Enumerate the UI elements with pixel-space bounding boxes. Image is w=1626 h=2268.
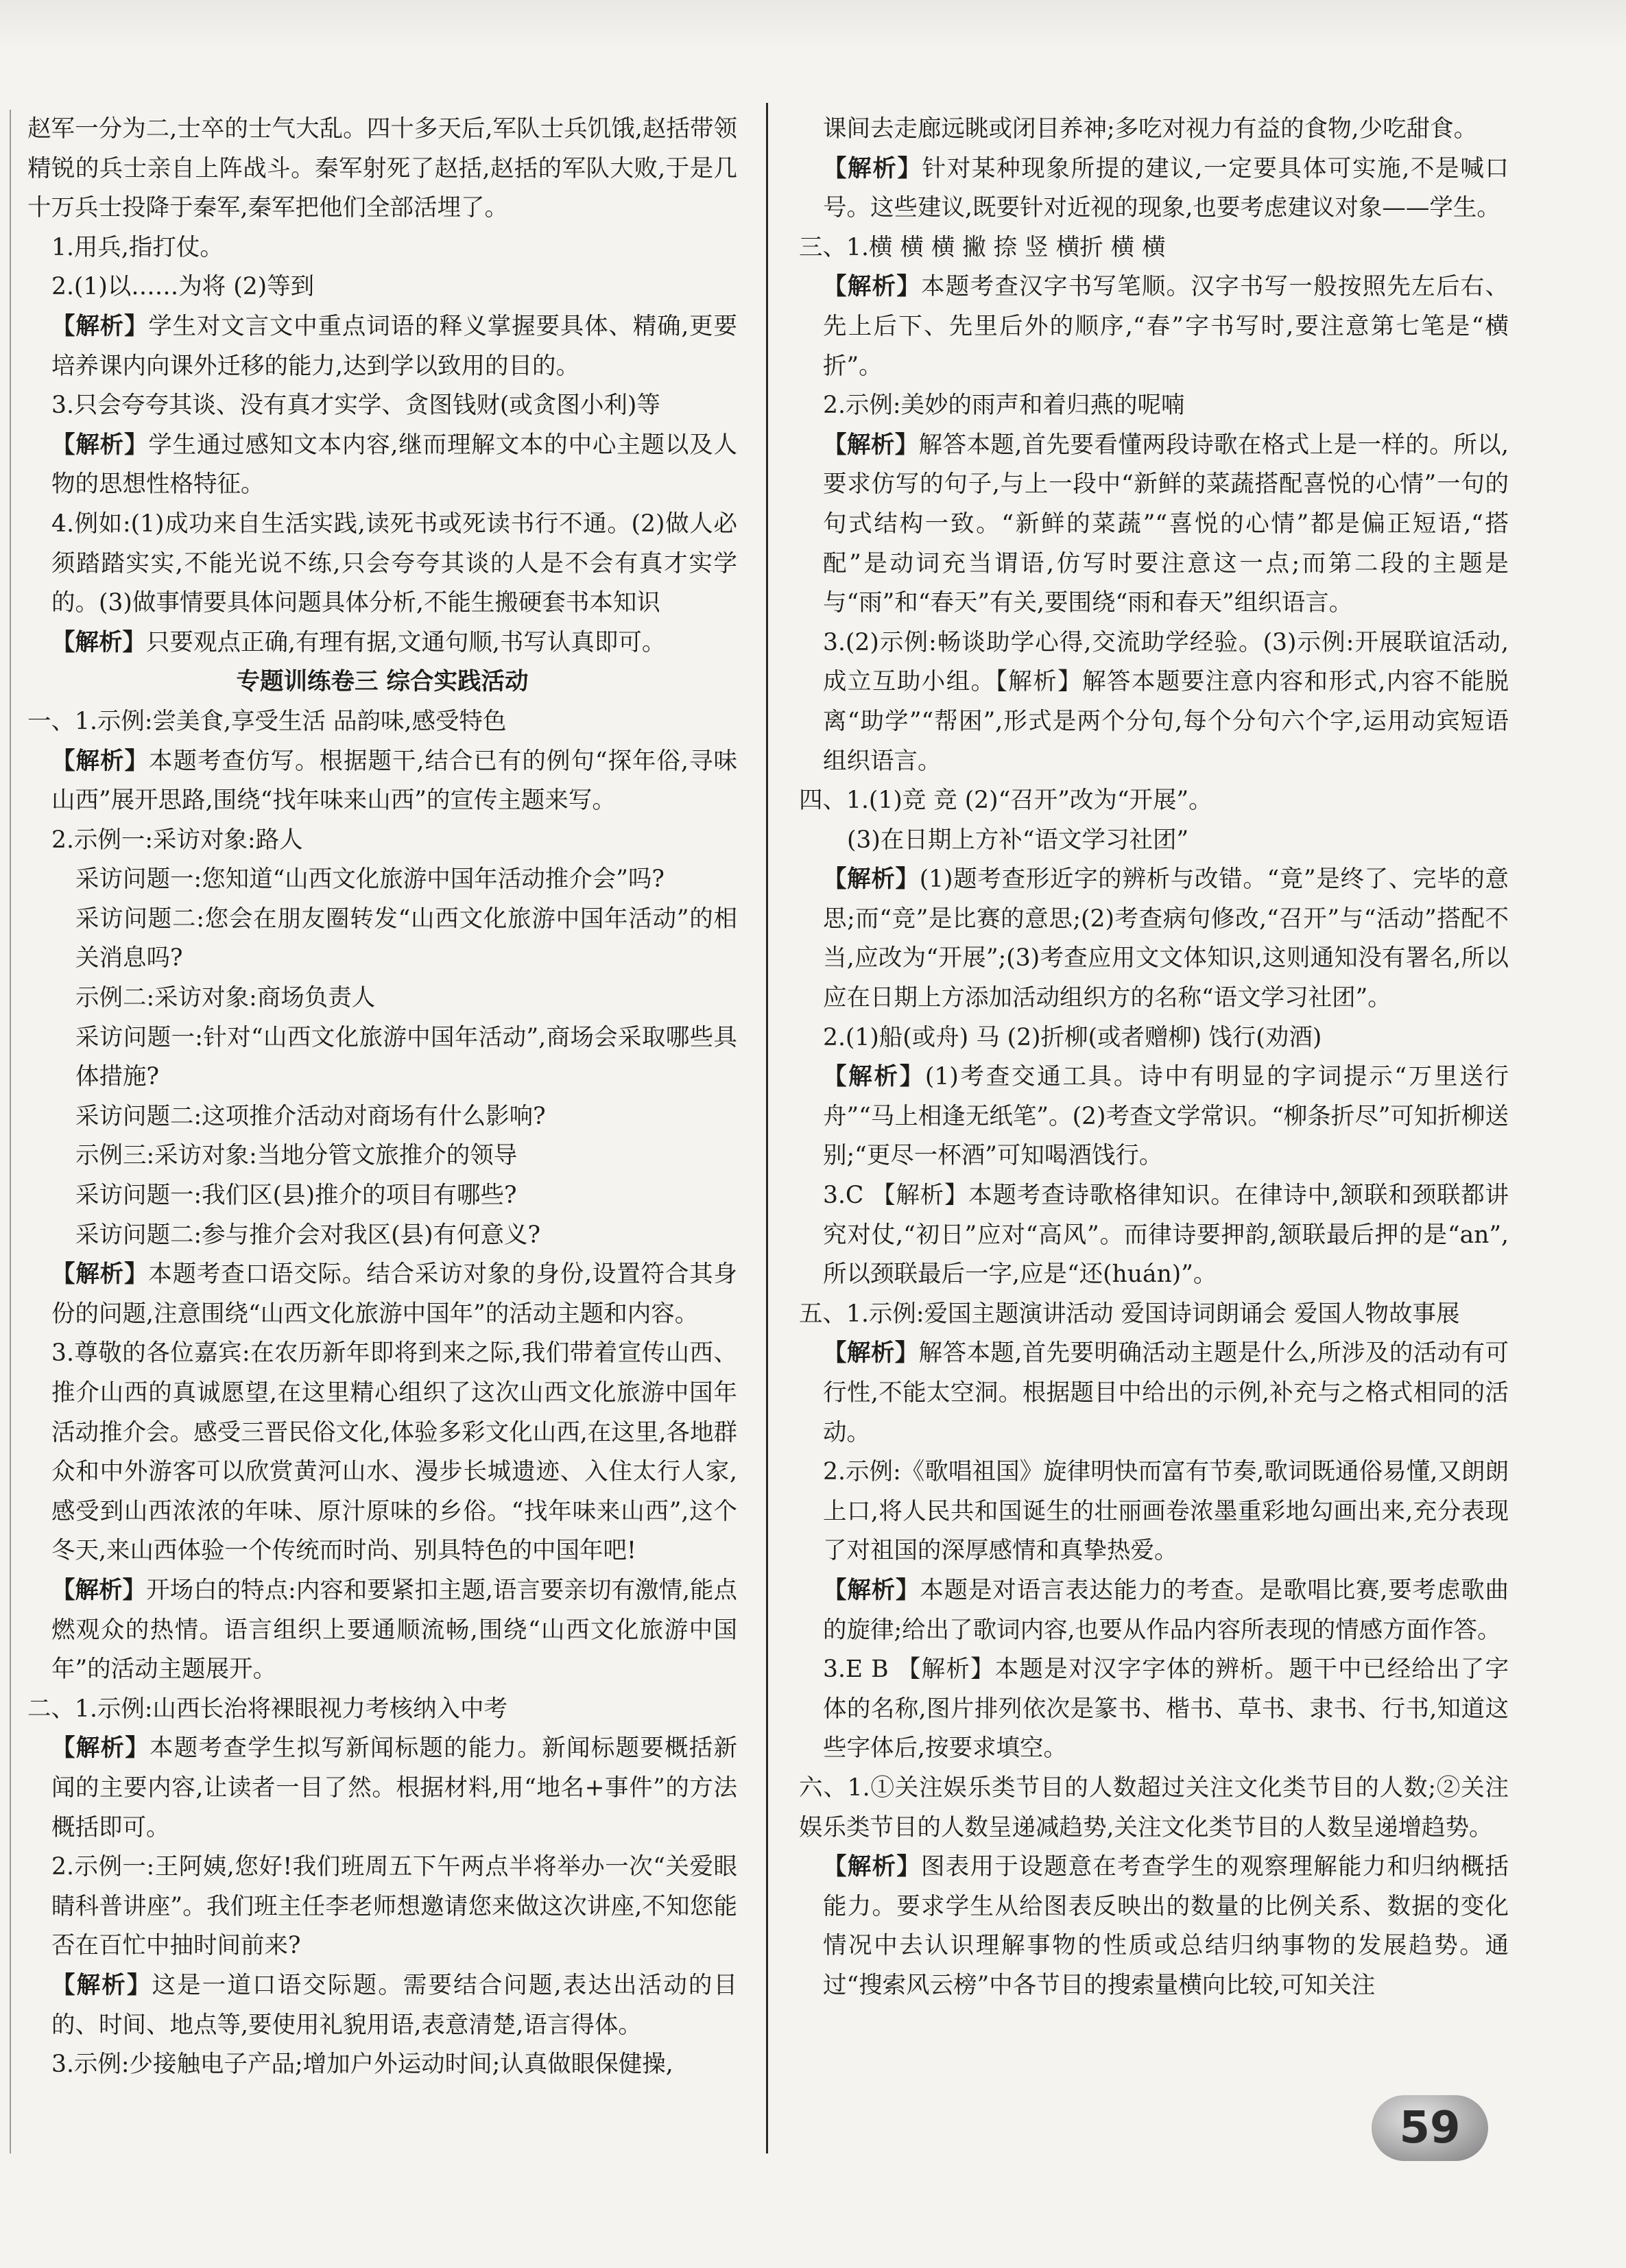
- answer-paragraph: [27, 702, 737, 742]
- analysis-paragraph: [27, 307, 737, 386]
- paragraph-text: 采访问题一:您知道“山西文化旅游中国年活动推介会”吗?: [75, 866, 665, 894]
- paragraph-text: 3.只会夸夸其谈、没有真才实学、贪图钱财(或贪图小利)等: [51, 392, 660, 420]
- answer-paragraph: [27, 228, 737, 268]
- answer-paragraph: [799, 821, 1509, 861]
- analysis-paragraph: [27, 1729, 737, 1848]
- analysis-label: 【解析】: [51, 431, 149, 459]
- answer-paragraph: [27, 505, 737, 623]
- paragraph-text: 解答本题,首先要明确活动主题是什么,所涉及的活动有可行性,不能太空洞。根据题目中给出的示例,补充与之格式相同的活动。: [823, 1339, 1509, 1446]
- section-heading: 专题训练卷三 综合实践活动: [236, 668, 529, 696]
- answer-paragraph: [27, 1216, 737, 1256]
- paragraph-text: 采访问题二:您会在朋友圈转发“山西文化旅游中国年活动”的相关消息吗?: [75, 905, 737, 972]
- analysis-label: 【解析】: [51, 747, 149, 775]
- paragraph-text: 3.示例:少接触电子产品;增加户外运动时间;认真做眼保健操,: [51, 2051, 673, 2079]
- page-edge-shadow: [0, 0, 1626, 48]
- analysis-label: 【解析】: [823, 866, 920, 894]
- answer-paragraph: [27, 1018, 737, 1097]
- paragraph-text: 本题考查学生拟写新闻标题的能力。新闻标题要概括新闻的主要内容,让读者一目了然。根据材料,用“地名+事件”的方法概括即可。: [51, 1734, 738, 1841]
- paragraph-text: 示例二:采访对象:商场负责人: [75, 984, 376, 1012]
- analysis-paragraph: [799, 860, 1509, 1018]
- paragraph-text: 课间去走廊远眺或闭目养神;多吃对视力有益的食物,少吃甜食。: [823, 115, 1478, 143]
- left-margin-rule: [10, 110, 11, 2153]
- answer-paragraph: [27, 979, 737, 1018]
- paragraph-text: 1.用兵,指打仗。: [51, 233, 224, 261]
- analysis-paragraph: [799, 1848, 1509, 2005]
- paragraph-text: 五、1.示例:爱国主题演讲活动 爱国诗词朗诵会 爱国人物故事展: [799, 1300, 1460, 1328]
- paragraph-text: 3.尊敬的各位嘉宾:在农历新年即将到来之际,我们带着宣传山西、推介山西的真诚愿望,在这里精心组织了这次山西文化旅游中国年活动推介会。感受三晋民俗文化,体验多彩文化山西,在这里,各地群众和中外游客可以欣赏黄河山水、漫步长城遗迹、入住太行人家,感受到山西浓浓的年味、原汁原味的乡俗。“找年味来山西”,这个冬天,来山西体验一个传统而时尚、别具特色的中国年吧!: [51, 1339, 737, 1565]
- paragraph-text: 四、1.(1)竞 竞 (2)“召开”改为“开展”。: [799, 787, 1212, 815]
- answer-paragraph: [799, 110, 1509, 150]
- paragraph-text: 二、1.示例:山西长治将裸眼视力考核纳入中考: [27, 1695, 508, 1723]
- paragraph-text: 一、1.示例:尝美食,享受生活 品韵味,感受特色: [27, 707, 507, 735]
- paragraph-text: (1)题考查形近字的辨析与改错。“竟”是终了、完毕的意思;而“竞”是比赛的意思;(2)考查病句修改,“召开”与“活动”搭配不当,应改为“开展”;(3)考查应用文文体知识,这则通知没有署名,所以应在日期上方添加活动组织方的名称“语文学习社团”。: [823, 866, 1509, 1012]
- answer-paragraph: [799, 623, 1509, 781]
- paragraph-text: 采访问题二:这项推介活动对商场有什么影响?: [75, 1102, 546, 1130]
- paragraph-text: 采访问题二:参与推介会对我区(县)有何意义?: [75, 1221, 541, 1249]
- paragraph-text: 开场白的特点:内容和要紧扣主题,语言要亲切有激情,能点燃观众的热情。语言组织上要通顺流畅,围绕“山西文化旅游中国年”的活动主题展开。: [51, 1576, 737, 1684]
- paragraph-text: 3.(2)示例:畅谈助学心得,交流助学经验。(3)示例:开展联谊活动,成立互助小组。【解析】解答本题要注意内容和形式,内容不能脱离“助学”“帮困”,形式是两个分句,每个分句六个字,运用动宾短语组织语言。: [823, 628, 1509, 775]
- paragraph-text: 本题考查仿写。根据题干,结合已有的例句“探年俗,寻味山西”展开思路,围绕“找年味来山西”的宣传主题来写。: [51, 747, 738, 815]
- answer-paragraph: [27, 110, 737, 228]
- answer-paragraph: [27, 860, 737, 900]
- paragraph-text: 赵军一分为二,士卒的士气大乱。四十多天后,军队士兵饥饿,赵括带领精锐的兵士亲自上阵战斗。秦军射死了赵括,赵括的军队大败,于是几十万兵士投降于秦军,秦军把他们全部活埋了。: [27, 115, 737, 222]
- answer-paragraph: [27, 821, 737, 861]
- answer-paragraph: [799, 781, 1509, 821]
- answer-paragraph: [27, 386, 737, 426]
- answer-paragraph: [799, 1769, 1509, 1848]
- paragraph-text: 3.E B 【解析】本题是对汉字字体的辨析。题干中已经给出了字体的名称,图片排列依次是篆书、楷书、草书、隶书、行书,知道这些字体后,按要求填空。: [823, 1656, 1509, 1763]
- analysis-label: 【解析】: [51, 1261, 149, 1289]
- analysis-label: 【解析】: [823, 1576, 920, 1604]
- answer-paragraph: [799, 1176, 1509, 1295]
- answer-paragraph: [799, 228, 1509, 268]
- paragraph-text: 三、1.横 横 横 撇 捺 竖 横折 横 横: [799, 233, 1166, 261]
- answer-paragraph: [799, 1650, 1509, 1769]
- analysis-label: 【解析】: [51, 1734, 150, 1763]
- paragraph-text: (1)考查交通工具。诗中有明显的字词提示“万里送行舟”“马上相逢无纸笔”。(2)考查文学常识。“柳条折尽”可知折柳送别;“更尽一杯酒”可知喝酒饯行。: [823, 1063, 1509, 1170]
- paragraph-text: 本题是对语言表达能力的考查。是歌唱比赛,要考虑歌曲的旋律;给出了歌词内容,也要从作品内容所表现的情感方面作答。: [823, 1576, 1509, 1644]
- answer-paragraph: [27, 2045, 737, 2085]
- paragraph-text: 针对某种现象所提的建议,一定要具体可实施,不是喊口号。这些建议,既要针对近视的现象,也要考虑建议对象——学生。: [823, 154, 1509, 222]
- right-column: [799, 110, 1509, 2006]
- analysis-label: 【解析】: [823, 154, 922, 182]
- analysis-label: 【解析】: [823, 431, 919, 459]
- analysis-paragraph: [27, 426, 737, 505]
- analysis-label: 【解析】: [51, 312, 149, 340]
- analysis-paragraph: [27, 742, 737, 821]
- paragraph-text: 图表用于设题意在考查学生的观察理解能力和归纳概括能力。要求学生从给图表反映出的数量的比例关系、数据的变化情况中去认识理解事物的性质或总结归纳事物的发展趋势。通过“搜索风云榜”中各节目的搜索量横向比较,可知关注: [823, 1853, 1509, 1999]
- paragraph-text: 这是一道口语交际题。需要结合问题,表达出活动的目的、时间、地点等,要使用礼貌用语,表意清楚,语言得体。: [51, 1971, 738, 2039]
- paragraph-text: 学生通过感知文本内容,继而理解文本的中心主题以及人物的思想性格特征。: [51, 431, 738, 499]
- paragraph-text: (3)在日期上方补“语文学习社团”: [847, 826, 1189, 854]
- paragraph-text: 2.示例一:采访对象:路人: [51, 826, 303, 854]
- paragraph-text: 只要观点正确,有理有据,文通句顺,书写认真即可。: [146, 628, 666, 656]
- paragraph-text: 采访问题一:我们区(县)推介的项目有哪些?: [75, 1182, 517, 1210]
- analysis-paragraph: [27, 1571, 737, 1690]
- analysis-label: 【解析】: [823, 1063, 925, 1091]
- answer-paragraph: [27, 1690, 737, 1730]
- answer-paragraph: [27, 1097, 737, 1137]
- analysis-label: 【解析】: [823, 1853, 922, 1881]
- paragraph-text: 示例三:采访对象:当地分管文旅推介的领导: [75, 1142, 518, 1170]
- analysis-paragraph: [799, 1571, 1509, 1650]
- answer-paragraph: [27, 1136, 737, 1176]
- answer-paragraph: [799, 1453, 1509, 1571]
- analysis-paragraph: [27, 1255, 737, 1334]
- analysis-paragraph: [799, 267, 1509, 386]
- paragraph-text: 2.(1)船(或舟) 马 (2)折柳(或者赠柳) 饯行(劝酒): [823, 1023, 1322, 1051]
- answer-paragraph: [799, 1295, 1509, 1335]
- paragraph-text: 2.示例:美妙的雨声和着归燕的呢喃: [823, 392, 1185, 420]
- answer-paragraph: [799, 386, 1509, 426]
- answer-paragraph: [27, 1848, 737, 1966]
- analysis-paragraph: [27, 623, 737, 663]
- analysis-paragraph: [799, 1058, 1509, 1176]
- paragraph-text: 4.例如:(1)成功来自生活实践,读死书或死读书行不通。(2)做人必须踏踏实实,不能光说不练,只会夸夸其谈的人是不会有真才实学的。(3)做事情要具体问题具体分析,不能生搬硬套书本知识: [51, 510, 737, 617]
- paragraph-text: 本题考查口语交际。结合采访对象的身份,设置符合其身份的问题,注意围绕“山西文化旅游中国年”的活动主题和内容。: [51, 1261, 738, 1328]
- answer-paragraph: [27, 267, 737, 307]
- analysis-label: 【解析】: [51, 628, 146, 656]
- left-column: [27, 110, 737, 2085]
- analysis-label: 【解析】: [51, 1576, 147, 1604]
- paragraph-text: 3.C 【解析】本题考查诗歌格律知识。在律诗中,颔联和颈联都讲究对仗,“初日”应对“高风”。而律诗要押韵,颔联最后押的是“an”,所以颈联最后一字,应是“还(huán)”。: [823, 1182, 1509, 1289]
- analysis-label: 【解析】: [823, 273, 922, 301]
- analysis-paragraph: [799, 150, 1509, 228]
- answer-paragraph: [27, 1334, 737, 1571]
- analysis-paragraph: [27, 1966, 737, 2045]
- answer-paragraph: [27, 900, 737, 979]
- paragraph-text: 2.(1)以……为将 (2)等到: [51, 273, 315, 301]
- paragraph-text: 六、1.①关注娱乐类节目的人数超过关注文化类节目的人数;②关注娱乐类节目的人数呈递减趋势,关注文化类节目的人数呈递增趋势。: [799, 1774, 1509, 1841]
- analysis-paragraph: [799, 426, 1509, 623]
- analysis-label: 【解析】: [51, 1971, 152, 1999]
- answer-paragraph: [799, 1018, 1509, 1058]
- page-number: 59: [1372, 2095, 1488, 2161]
- analysis-label: 【解析】: [823, 1339, 919, 1368]
- paragraph-text: 2.示例一:王阿姨,您好!我们班周五下午两点半将举办一次“关爱眼睛科普讲座”。我们班主任李老师想邀请您来做这次讲座,不知您能否在百忙中抽时间前来?: [51, 1853, 737, 1960]
- paragraph-text: 解答本题,首先要看懂两段诗歌在格式上是一样的。所以,要求仿写的句子,与上一段中“新鲜的菜蔬搭配喜悦的心情”一句的句式结构一致。“新鲜的菜蔬”“喜悦的心情”都是偏正短语,“搭配”是动词充当谓语,仿写时要注意这一点;而第二段的主题是与“雨”和“春天”有关,要围绕“雨和春天”组织语言。: [823, 431, 1509, 617]
- paragraph-text: 2.示例:《歌唱祖国》旋律明快而富有节奏,歌词既通俗易懂,又朗朗上口,将人民共和国诞生的壮丽画卷浓墨重彩地勾画出来,充分表现了对祖国的深厚感情和真挚热爱。: [823, 1458, 1509, 1565]
- paragraph-text: 本题考查汉字书写笔顺。汉字书写一般按照先左后右、先上后下、先里后外的顺序,“春”字书写时,要注意第七笔是“横折”。: [823, 273, 1509, 380]
- answer-paragraph: [27, 1176, 737, 1216]
- column-divider: [766, 103, 768, 2153]
- analysis-paragraph: [799, 1334, 1509, 1453]
- paragraph-text: 学生对文言文中重点词语的释义掌握要具体、精确,更要培养课内向课外迁移的能力,达到学以致用的目的。: [51, 312, 738, 380]
- paragraph-text: 采访问题一:针对“山西文化旅游中国年活动”,商场会采取哪些具体措施?: [75, 1023, 737, 1091]
